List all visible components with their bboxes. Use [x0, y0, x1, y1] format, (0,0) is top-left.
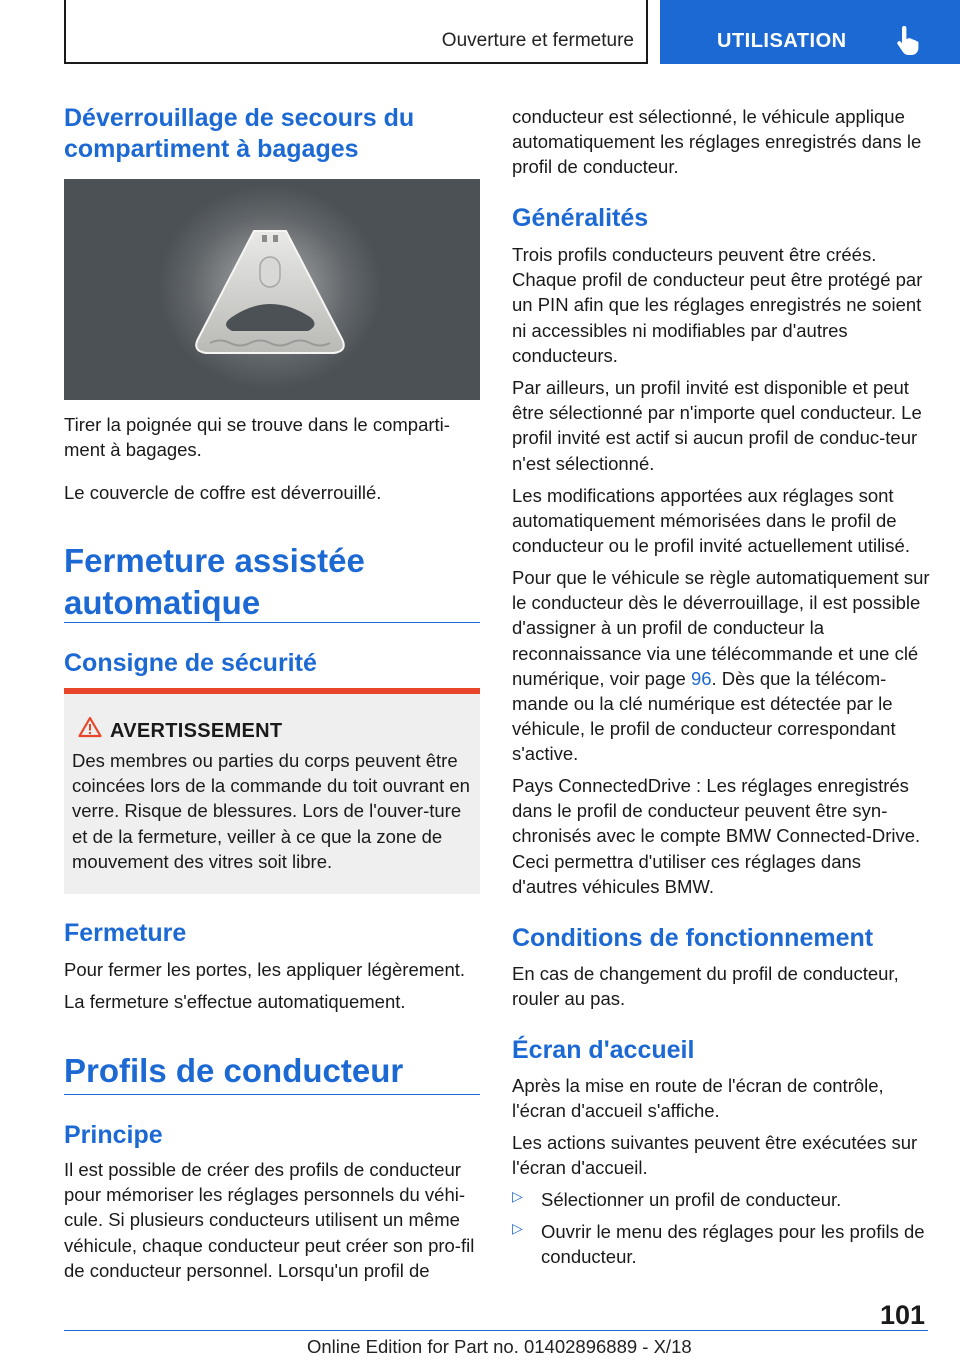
paragraph-general-3: Les modifications apportées aux réglages sont automatiquement mémorisées dans le profil de conducteur ou le profil invité actuellement utilisé.	[512, 485, 910, 557]
trunk-release-handle-illustration	[64, 179, 480, 400]
list-item-text: Sélectionner un profil de conducteur.	[541, 1189, 842, 1210]
list-item-text: Ouvrir le menu des réglages pour les profils de conducteur.	[541, 1221, 925, 1268]
header-section-box	[64, 0, 648, 64]
paragraph-closing-1: Pour fermer les portes, les appliquer légèrement.	[64, 959, 466, 980]
header-section-title: Ouverture et fermeture	[441, 30, 634, 51]
paragraph-general-1: Trois profils conducteurs peuvent être créés. Chaque profil de conducteur peut être protégé par un PIN afin que les réglages enregistrés ne soient ni accessibles ni modifiables par d'autres conducteurs.	[512, 244, 923, 366]
paragraph-closing-2: La fermeture s'effectue automatiquement.	[64, 991, 406, 1012]
header-chapter-title: UTILISATION	[717, 30, 847, 52]
bullet-triangle-icon: ▷	[512, 1220, 523, 1236]
heading-principle: Principe	[64, 1121, 163, 1149]
paragraph-general-4-text-a: Pour que le véhicule se règle automatiquement sur le conducteur dès le déverrouillage, il est possible d'assigner à un profil de conducteur la reconnaissance via une télécommande et une clé numérique, voir page	[512, 567, 930, 689]
warning-text: Des membres ou parties du corps peuvent être coincées lors de la commande du toit ouvrant en verre. Risque de blessures. Lors de l'ouver-ture et de la fermeture, veiller à ce que la zone de mouvement des vitres soit libre.	[72, 750, 470, 872]
paragraph-general-4	[512, 565, 930, 767]
warning-box	[64, 688, 480, 894]
trunk-release-handle-image	[64, 179, 480, 400]
paragraph-welcome-2: Les actions suivantes peuvent être exécutées sur l'écran d'accueil.	[512, 1132, 918, 1179]
list-item	[512, 1219, 930, 1269]
footer-edition: Online Edition for Part no. 01402896889 - X/18	[307, 1336, 692, 1357]
heading-safety-notice: Consigne de sécurité	[64, 649, 317, 677]
heading-soft-close: Fermeture assistée automatique	[64, 542, 365, 621]
heading-driver-profiles: Profils de conducteur	[64, 1052, 404, 1089]
warning-triangle-icon	[78, 716, 102, 738]
page-number: 101	[879, 1300, 925, 1330]
paragraph-conditions: En cas de changement du profil de conducteur, rouler au pas.	[512, 963, 899, 1010]
bullet-triangle-icon: ▷	[512, 1188, 523, 1204]
heading-conditions: Conditions de fonctionnement	[512, 924, 874, 952]
paragraph-emergency-2: Le couvercle de coffre est déverrouillé.	[64, 482, 382, 503]
hand-pointer-icon	[896, 26, 922, 56]
paragraph-continued: conducteur est sélectionné, le véhicule applique automatiquement les réglages enregistrés dans le profil de conducteur.	[512, 106, 922, 178]
paragraph-general-4-text-b: . Dès que la télécom-mande ou la clé numérique est détectée par le véhicule, le profil de conducteur correspondant s'active.	[512, 667, 896, 765]
footer-rule	[64, 1330, 928, 1331]
paragraph-welcome-1: Après la mise en route de l'écran de contrôle, l'écran d'accueil s'affiche.	[512, 1075, 884, 1122]
list-item	[512, 1187, 930, 1212]
warning-title: AVERTISSEMENT	[110, 720, 283, 742]
heading-closing: Fermeture	[64, 919, 187, 947]
paragraph-general-2: Par ailleurs, un profil invité est disponible et peut être sélectionné par n'importe quel conducteur. Le profil invité est actif si aucun profil de conduc-teur n'est sélectionné.	[512, 377, 922, 474]
header-chapter-tab[interactable]	[660, 0, 960, 64]
heading-rule	[64, 1094, 480, 1095]
paragraph-principle: Il est possible de créer des profils de conducteur pour mémoriser les réglages personnels du véhi-cule. Si plusieurs conducteurs utilisent un même véhicule, chaque conducteur peut créer son pro-fil de conducteur personnel. Lorsqu'un profil de	[64, 1159, 475, 1281]
page-reference-link[interactable]: 96	[690, 667, 712, 689]
heading-welcome-screen: Écran d'accueil	[512, 1036, 695, 1064]
heading-emergency-release: Déverrouillage de secours du compartiment à bagages	[64, 104, 415, 163]
paragraph-emergency-1: Tirer la poignée qui se trouve dans le comparti-ment à bagages.	[64, 414, 450, 461]
heading-rule	[64, 622, 480, 623]
heading-general: Généralités	[512, 204, 649, 232]
paragraph-general-5: Pays ConnectedDrive : Les réglages enregistrés dans le profil de conducteur peuvent être syn-chronisés avec le compte BMW Connected-Drive. Ceci permettra d'utiliser ces réglages dans d'autres véhicules BMW.	[512, 775, 921, 897]
